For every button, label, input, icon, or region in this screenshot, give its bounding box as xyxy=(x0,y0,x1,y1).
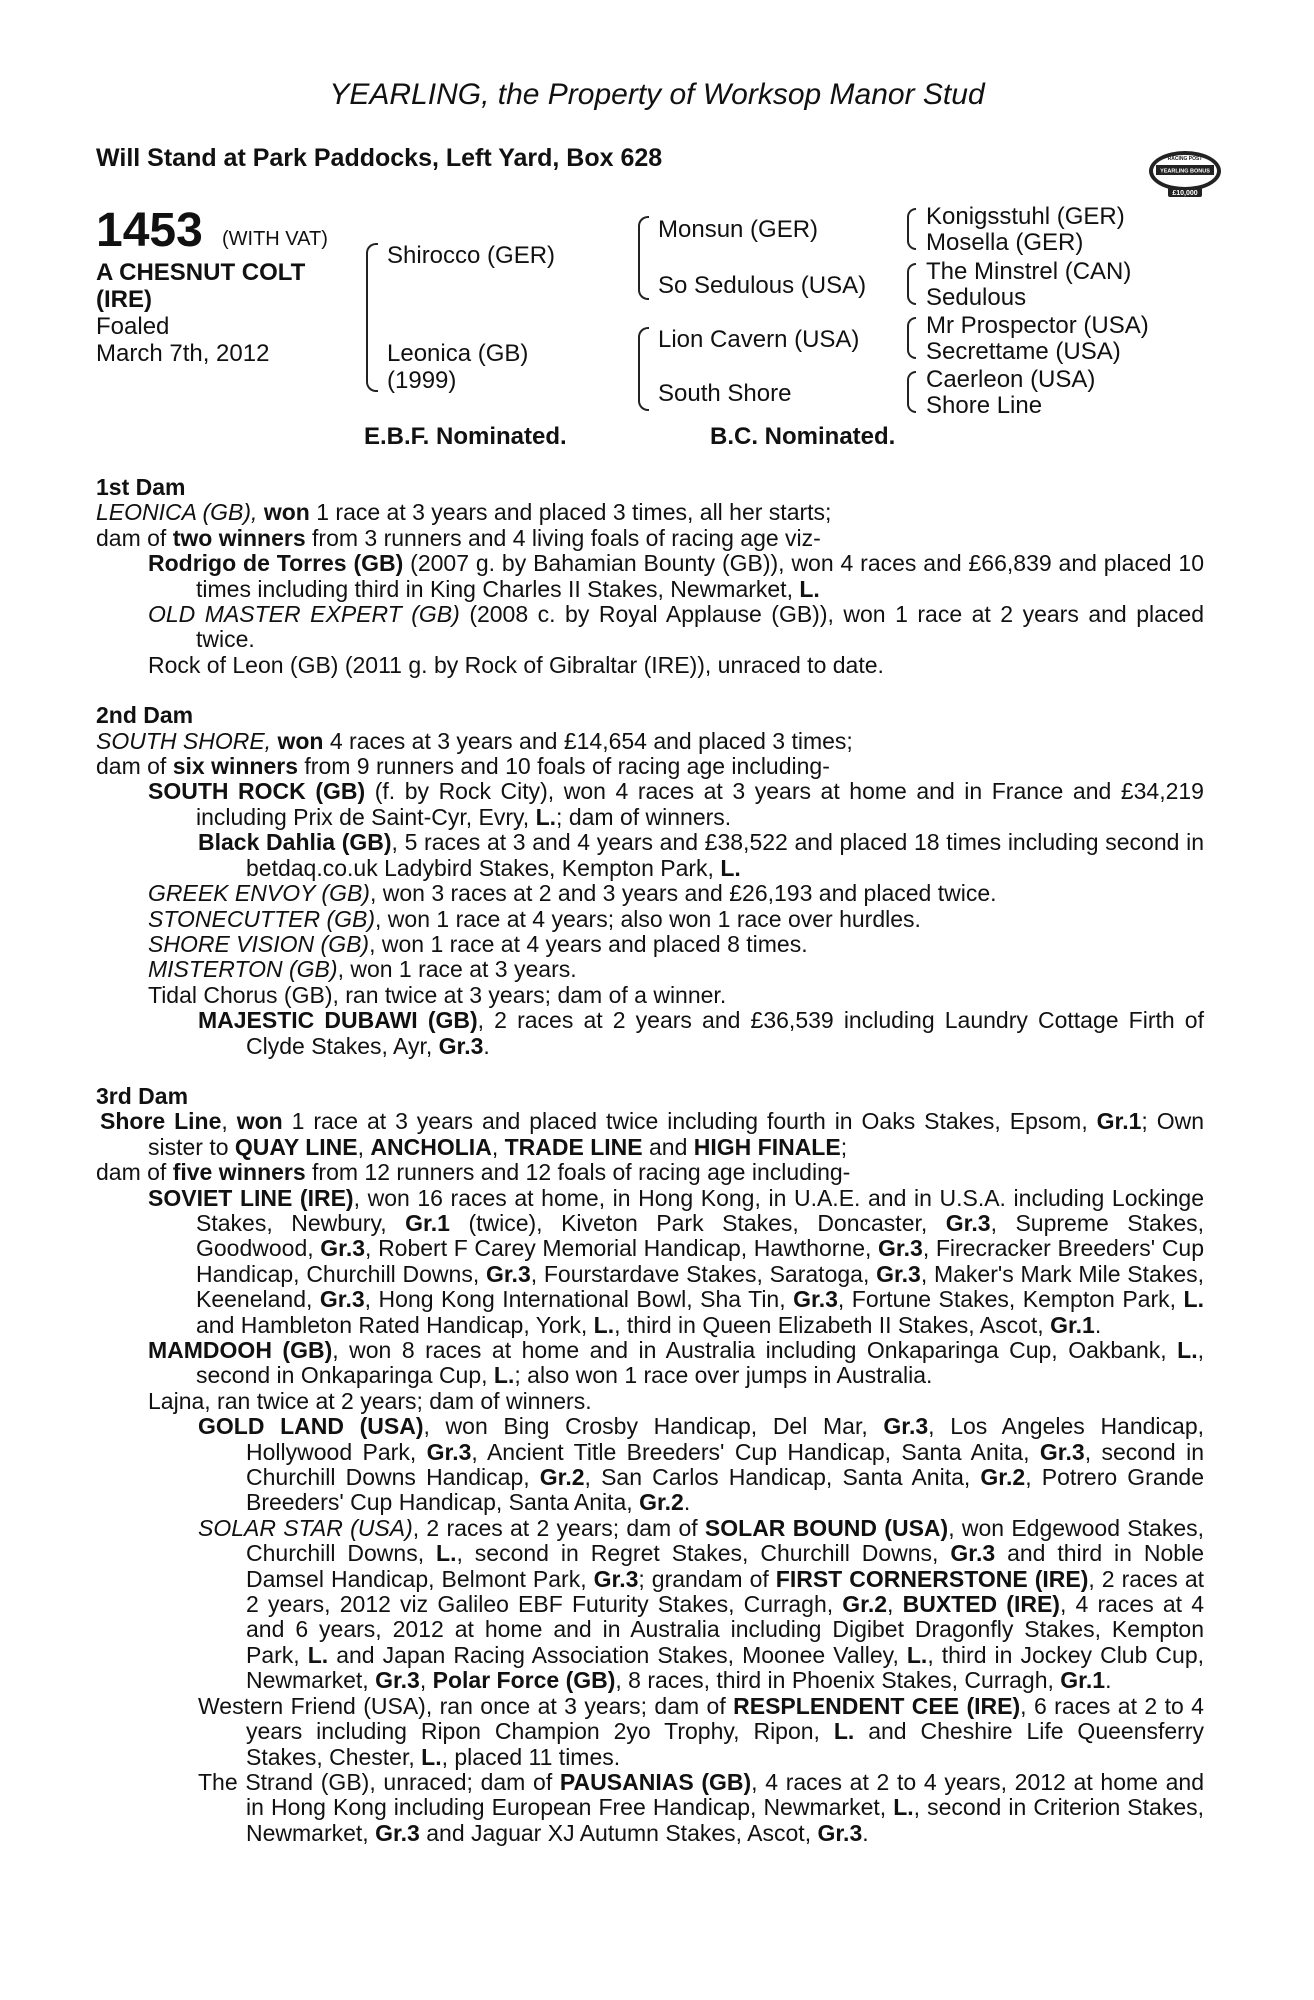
pedigree-gen3: Sedulous xyxy=(926,284,1027,311)
sire-line-brace xyxy=(638,216,649,300)
produce-entry: MAMDOOH (GB), won 8 races at home and in Australia including Onkaparinga Cup, Oakbank, L., second in Onkaparinga Cup, L.; also won 1 race over jumps in Australia. xyxy=(148,1337,1205,1389)
second-dam-produce-summary: dam of six winners from 9 runners and 10 foals of racing age including- xyxy=(96,753,830,780)
produce-entry: OLD MASTER EXPERT (GB) (2008 c. by Royal Applause (GB)), won 1 race at 2 years and placed twice. xyxy=(148,601,1204,653)
brace-lion-cavern xyxy=(907,317,916,359)
produce-entry: SHORE VISION (GB), won 1 race at 4 years and placed 8 times. xyxy=(148,930,808,957)
produce-entry: The Strand (GB), unraced; dam of PAUSANIAS (GB), 4 races at 2 to 4 years, 2012 at home and in Hong Kong including European Free Handicap, Newmarket, L., second in Criterion Stakes, Newmarket, Gr.3 and Jaguar XJ Autumn Stakes, Ascot, Gr.3. xyxy=(198,1768,1205,1846)
page-title: YEARLING, the Property of Worksop Manor Stud xyxy=(329,78,985,111)
lot-origin: (IRE) xyxy=(96,286,152,313)
lot-vat: (WITH VAT) xyxy=(222,228,328,250)
badge-middle: YEARLING BONUS xyxy=(1160,168,1210,175)
lot-number: 1453 xyxy=(96,204,203,257)
first-dam-heading: 1st Dam xyxy=(96,474,186,500)
third-dam-produce-summary: dam of five winners from 12 runners and 12 foals of racing age including- xyxy=(96,1159,851,1186)
pedigree-gen2: Monsun (GER) xyxy=(658,216,819,243)
bc-nominated: B.C. Nominated. xyxy=(710,423,896,450)
produce-entry: GREEK ENVOY (GB), won 3 races at 2 and 3 years and £26,193 and placed twice. xyxy=(148,880,997,907)
produce-entry: MISTERTON (GB), won 1 race at 3 years. xyxy=(148,956,577,983)
ebf-nominated: E.B.F. Nominated. xyxy=(364,423,567,450)
yearling-bonus-badge xyxy=(1148,147,1222,201)
first-dam-line: LEONICA (GB), won 1 race at 3 years and placed 3 times, all her starts; xyxy=(96,499,832,526)
brace-so-sedulous xyxy=(907,263,916,305)
pedigree-gen3: Caerleon (USA) xyxy=(926,366,1096,393)
badge-amount: £10,000 xyxy=(1172,190,1198,197)
sire-dam-brace xyxy=(366,243,378,392)
foaled-label: Foaled xyxy=(96,313,170,340)
pedigree-gen3: The Minstrel (CAN) xyxy=(926,258,1132,285)
produce-entry: Rodrigo de Torres (GB) (2007 g. by Bahamian Bounty (GB)), won 4 races and £66,839 and placed 10 times including third in King Charles II Stakes, Newmarket, L. xyxy=(148,550,1204,602)
first-dam-produce-summary: dam of two winners from 3 runners and 4 living foals of racing age viz- xyxy=(96,524,821,551)
stand-location: Will Stand at Park Paddocks, Left Yard, Box 628 xyxy=(96,144,663,172)
badge-top: RACING POST xyxy=(1167,156,1203,162)
lot-description: A CHESNUT COLT xyxy=(96,259,306,286)
third-dam-line: Shore Line, won 1 race at 3 years and placed twice including fourth in Oaks Stakes, Epsom, Gr.1; Own sister to QUAY LINE, ANCHOLIA, TRADE LINE and HIGH FINALE; xyxy=(100,1108,1205,1160)
pedigree-gen3: Secrettame (USA) xyxy=(926,338,1121,365)
pedigree-gen2: South Shore xyxy=(658,380,792,407)
pedigree-sire: Shirocco (GER) xyxy=(387,242,556,269)
produce-entry: STONECUTTER (GB), won 1 race at 4 years; also won 1 race over hurdles. xyxy=(148,905,921,932)
produce-entry: MAJESTIC DUBAWI (GB), 2 races at 2 years and £36,539 including Laundry Cottage Firth of Clyde Stakes, Ayr, Gr.3. xyxy=(198,1007,1204,1059)
pedigree-gen3: Mr Prospector (USA) xyxy=(926,312,1149,339)
catalogue-body xyxy=(96,475,1204,1846)
pedigree-gen2: Lion Cavern (USA) xyxy=(658,326,860,353)
produce-entry: Western Friend (USA), ran once at 3 years; dam of RESPLENDENT CEE (IRE), 6 races at 2 to 4 years including Ripon Champion 2yo Trophy, Ripon, L. and Cheshire Life Queensferry Stakes, Chester, L., placed 11 times. xyxy=(198,1692,1204,1770)
pedigree-gen3: Mosella (GER) xyxy=(926,229,1084,256)
second-dam-heading: 2nd Dam xyxy=(96,702,194,729)
produce-entry: SOLAR STAR (USA), 2 races at 2 years; dam of SOLAR BOUND (USA), won Edgewood Stakes, Churchill Downs, L., second in Regret Stakes, Churchill Downs, Gr.3 and third in Noble Damsel Handicap, Belmont Park, Gr.3; grandam of FIRST CORNERSTONE (IRE), 2 races at 2 years, 2012 viz Galileo EBF Futurity Stakes, Curragh, Gr.2, BUXTED (IRE), 4 races at 4 and 6 years, 2012 at home and in Australia including Digibet Dragonfly Stakes, Kempton Park, L. and Japan Racing Association Stakes, Moonee Valley, L., third in Jockey Club Cup, Newmarket, Gr.3, Polar Force (GB), 8 races, third in Phoenix Stakes, Curragh, Gr.1. xyxy=(198,1514,1205,1694)
brace-monsun xyxy=(907,208,916,250)
produce-entry: Tidal Chorus (GB), ran twice at 3 years; dam of a winner. xyxy=(148,981,727,1008)
pedigree-dam-year: (1999) xyxy=(387,367,457,394)
brace-south-shore xyxy=(907,371,916,413)
produce-entry: Black Dahlia (GB), 5 races at 3 and 4 years and £38,522 and placed 18 times including second in betdaq.co.uk Ladybird Stakes, Kempton Park, L. xyxy=(198,829,1204,881)
second-dam-line: SOUTH SHORE, won 4 races at 3 years and £14,654 and placed 3 times; xyxy=(96,727,853,754)
produce-entry: Lajna, ran twice at 2 years; dam of winners. xyxy=(148,1387,592,1414)
produce-entry: SOVIET LINE (IRE), won 16 races at home, in Hong Kong, in U.A.E. and in U.S.A. including Lockinge Stakes, Newbury, Gr.1 (twice), Kiveton Park Stakes, Doncaster, Gr.3, Supreme Stakes, Goodwood, Gr.3, Robert F Carey Memorial Handicap, Hawthorne, Gr.3, Firecracker Breeders' Cup Handicap, Churchill Downs, Gr.3, Fourstardave Stakes, Saratoga, Gr.3, Maker's Mark Mile Stakes, Keeneland, Gr.3, Hong Kong International Bowl, Sha Tin, Gr.3, Fortune Stakes, Kempton Park, L. and Hambleton Rated Handicap, York, L., third in Queen Elizabeth II Stakes, Ascot, Gr.1. xyxy=(148,1184,1205,1338)
pedigree-gen3: Shore Line xyxy=(926,392,1043,419)
pedigree-dam: Leonica (GB) xyxy=(387,340,529,367)
pedigree-gen3: Konigsstuhl (GER) xyxy=(926,203,1125,230)
third-dam-heading: 3rd Dam xyxy=(96,1082,189,1109)
produce-entry: SOUTH ROCK (GB) (f. by Rock City), won 4 races at 3 years at home and in France and £34,219 including Prix de Saint-Cyr, Evry, L.; dam of winners. xyxy=(148,778,1204,830)
foaled-date: March 7th, 2012 xyxy=(96,340,270,367)
pedigree-gen2: So Sedulous (USA) xyxy=(658,272,867,299)
dam-line-brace xyxy=(638,327,649,411)
produce-entry: Rock of Leon (GB) (2011 g. by Rock of Gibraltar (IRE)), unraced to date. xyxy=(148,651,884,678)
produce-entry: GOLD LAND (USA), won Bing Crosby Handicap, Del Mar, Gr.3, Los Angeles Handicap, Hollywood Park, Gr.3, Ancient Title Breeders' Cup Handicap, Santa Anita, Gr.3, second in Churchill Downs Handicap, Gr.2, San Carlos Handicap, Santa Anita, Gr.2, Potrero Grande Breeders' Cup Handicap, Santa Anita, Gr.2. xyxy=(198,1413,1205,1516)
